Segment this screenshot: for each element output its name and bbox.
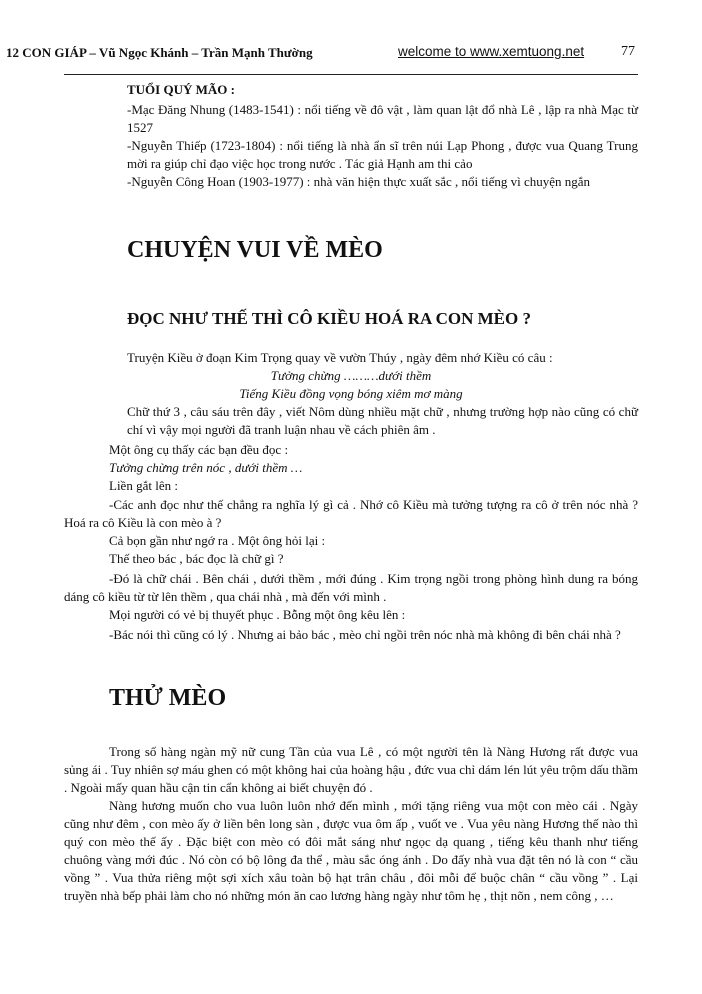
funny-line-8: Mọi người có vẻ bị thuyết phục . Bỗng một ông kêu lên : (109, 607, 406, 622)
funny-line-6: Thế theo bác , bác đọc là chữ gì ? (109, 551, 284, 566)
funny-subheading: ĐỌC NHƯ THẾ THÌ CÔ KIỀU HOÁ RA CON MÈO ? (127, 309, 531, 328)
quy-mao-person-2: -Nguyễn Thiếp (1723-1804) : nổi tiếng là nhà ẩn sĩ trên núi Lạp Phong , được vua Quang Trung mời ra giúp chỉ đạo việc học trong nước . Tác giả Hạnh am thi cảo (127, 138, 638, 171)
funny-heading: CHUYỆN VUI VỀ MÈO (127, 237, 383, 263)
funny-line-3: Liền gắt lên : (109, 478, 178, 493)
header-title: 12 CON GIÁP – Vũ Ngọc Khánh – Trần Mạnh Thường (6, 45, 313, 60)
verse-line-1: Tưởng chừng ………dưới thềm (270, 368, 432, 383)
header-divider (64, 74, 638, 75)
funny-line-1: Một ông cụ thấy các bạn đều đọc : (109, 442, 289, 457)
header-website-link[interactable]: welcome to www.xemtuong.net (398, 44, 585, 59)
page-number: 77 (621, 44, 635, 59)
funny-line-4: -Các anh đọc như thế chẳng ra nghĩa lý gì cả . Nhớ cô Kiều mà tưởng tượng ra cô ở trên nóc nhà ? Hoá ra cô Kiều là con mèo à ? (64, 497, 638, 530)
funny-line-2: Tưởng chừng trên nóc , dưới thềm … (109, 460, 303, 475)
verse-line-2: Tiếng Kiều đồng vọng bóng xiêm mơ màng (239, 386, 463, 401)
funny-chu-thu-ba: Chữ thứ 3 , câu sáu trên đây , viết Nôm dùng nhiều mặt chữ , nhưng trường hợp nào cũng có chữ chí vì vậy mọi người đã tranh luận nhau về cách phiên âm . (127, 404, 638, 437)
thu-meo-heading: THỬ MÈO (109, 685, 227, 711)
funny-line-5: Cả bọn gần như ngớ ra . Một ông hỏi lại : (109, 533, 326, 548)
thu-meo-paragraph-1: Trong số hàng ngàn mỹ nữ cung Tần của vua Lê , có một người tên là Nàng Hương rất được vua sủng ái . Tuy nhiên sợ máu ghen có một không hai của hoàng hậu , đức vua chỉ dám lén lút yêu trộm dấu thầm . Ngoài mấy quan hầu cận tin cẩn không ai biết chuyện đó . (64, 744, 638, 795)
quy-mao-person-3: -Nguyễn Công Hoan (1903-1977) : nhà văn hiện thực xuất sắc , nổi tiếng vì chuyện ngắn (127, 174, 591, 189)
thu-meo-paragraph-2: Nàng hương muốn cho vua luôn luôn nhớ đến mình , mới tặng riêng vua một con mèo cái . Ngày cũng như đêm , con mèo ấy ở liền bên long sàn , được vua ôm ấp , vuốt ve . Vua yêu nàng Hương thế nào thì quý con mèo thế ấy . Đặc biệt con mèo có đôi mắt sáng như ngọc dạ quang , tiếng kêu thanh như tiếng chuông vàng mới đúc . Nó còn có bộ lông đa thể , màu sắc óng ánh . Do đấy nhà vua đặt tên nó là con “ cầu vồng ” . Vua thửa riêng một sợi xích xâu toàn bộ hạt trân châu , đôi mỗi để buộc chân “ cầu vồng ” . Lại truyền nhà bếp phải làm cho nó những món ăn cao lương hàng ngày như tôm hẹ , thịt nõn , nem công , … (64, 798, 638, 903)
funny-intro: Truyện Kiều ở đoạn Kim Trọng quay về vườn Thúy , ngày đêm nhớ Kiều có câu : (127, 350, 553, 365)
funny-line-9: -Bác nói thì cũng có lý . Nhưng ai bảo bác , mèo chỉ ngồi trên nóc nhà mà không đi bên chái nhà ? (109, 627, 621, 642)
funny-line-7: -Đó là chữ chái . Bên chái , dưới thềm , mới đúng . Kim trọng ngồi trong phòng hình dung ra bóng dáng cô kiều từ từ lên thềm , qua chái nhà , mà đến với mình . (64, 571, 638, 604)
quy-mao-title: TUỔI QUÝ MÃO : (127, 82, 235, 97)
quy-mao-person-1: -Mạc Đăng Nhung (1483-1541) : nổi tiếng về đô vật , làm quan lật đổ nhà Lê , lập ra nhà Mạc từ 1527 (127, 102, 638, 135)
